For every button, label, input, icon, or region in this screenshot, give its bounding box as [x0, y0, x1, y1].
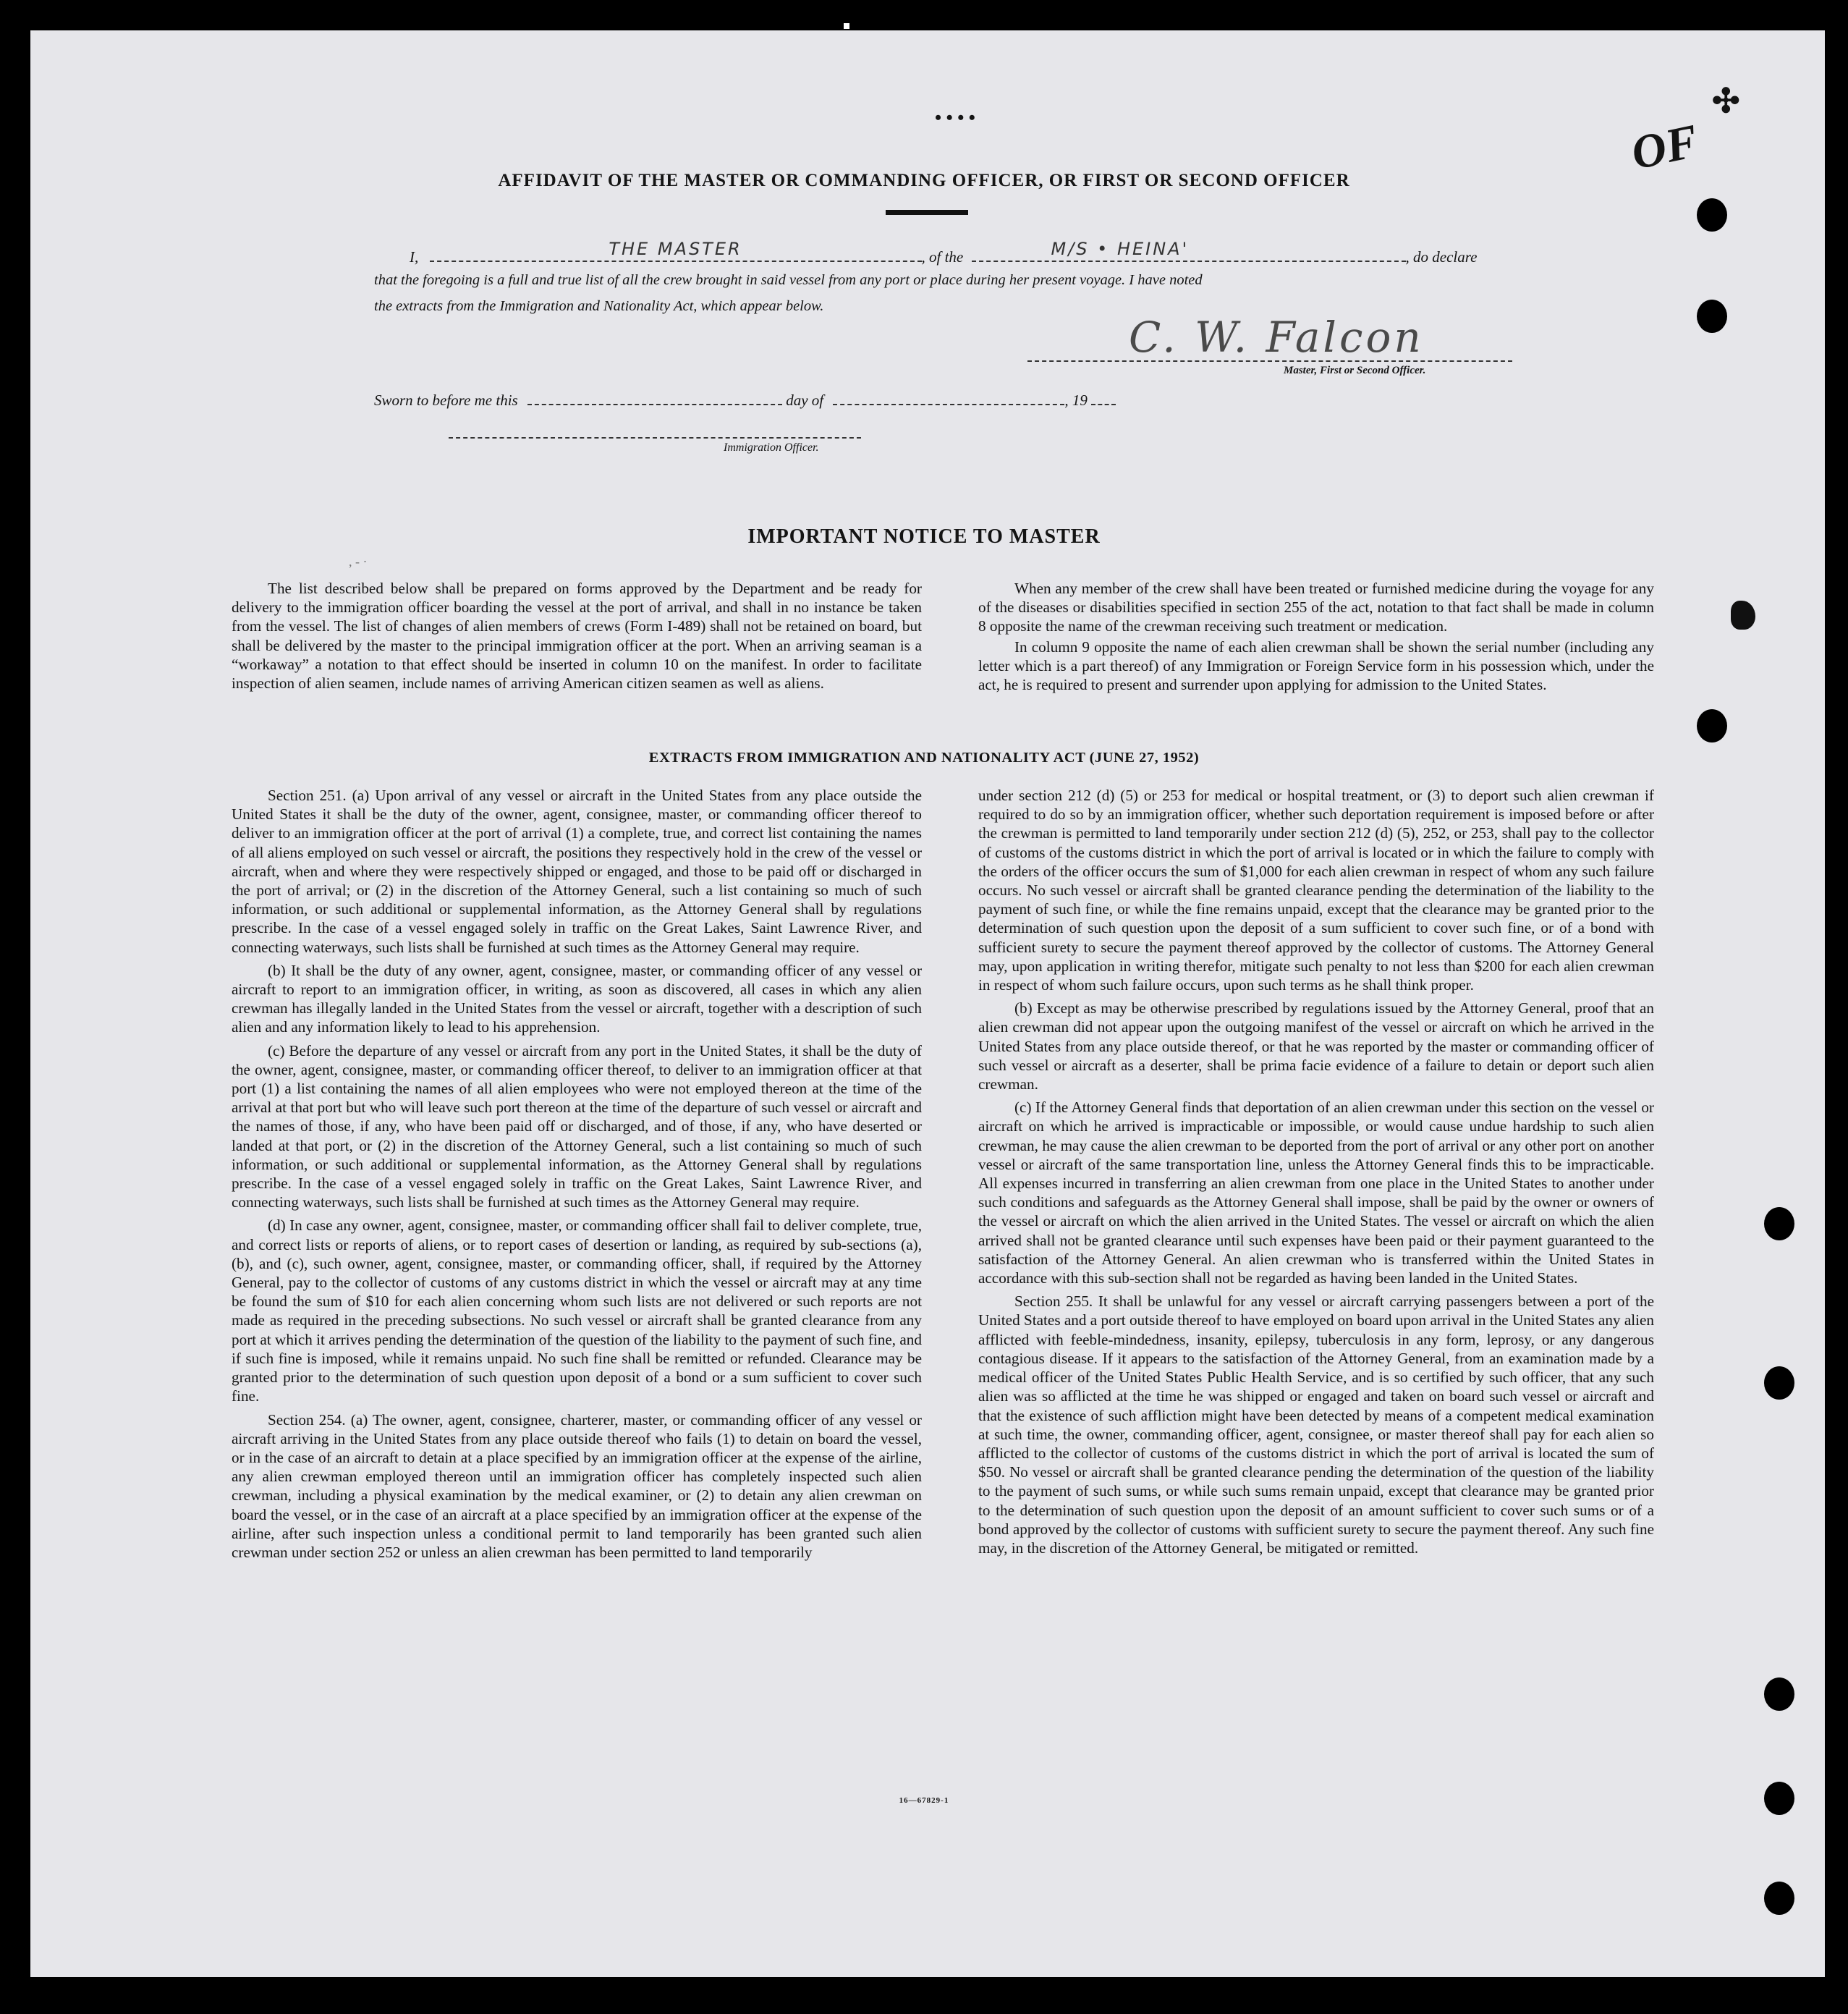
margin-blot [1731, 601, 1755, 630]
sworn-year-field[interactable] [1091, 386, 1116, 405]
binder-hole [1764, 1366, 1794, 1400]
corner-mark: OF [1627, 114, 1703, 180]
notice-right-paragraph-1: When any member of the crew shall have been treated or furnished medicine during the voyage for any of the diseases or disabilities specified in section 255 of the act, notation to that fact shall be made in column 8 opposite the name of the crewman receiving such treatment or medication. [978, 580, 1654, 635]
corner-scribble: ✣ [1712, 82, 1740, 119]
section-255: Section 255. It shall be unlawful for any vessel or aircraft carrying passengers between a port of the United States and a port outside thereof to have employed on board upon arrival in the United States any alien afflicted with feeble-mindedness, insanity, epilepsy, tuberculosis in any form, leprosy, or any dangerous contagious disease. If it appears to the satisfaction of the Attorney General, from an examination made by a medical officer of the United States Public Health Service, and is so certified by such officer, that any such alien was so afflicted at the time he was shipped or engaged and taken on board such vessel or aircraft and that the existence of such affliction might have been detected by means of a competent medical examination at such time, the owner, commanding officer, agent, consignee, or master thereof shall pay for each alien so afflicted to the collector of customs of the customs district in which the port of arrival is located the sum of $50. No vessel or aircraft shall be granted clearance pending the determination of the question of the liability to the payment of such sums, or while such sums remain unpaid, except that clearance may be granted prior to the determination of such question upon the deposit of an amount sufficient to cover such sums or of a bond approved by the collector of customs with sufficient surety to secure the payment thereof. Any such fine may, in the discretion of the Attorney General, be mitigated or remitted. [978, 1292, 1654, 1557]
sworn-month-field[interactable] [833, 386, 1064, 405]
master-field[interactable] [430, 239, 922, 262]
notice-right-paragraph-2: In column 9 opposite the name of each alien crewman shall be shown the serial number (including any letter which is a part thereof) of any Immigration or Foreign Service form in his possession which, under the act, he is required to present and surrender upon applying for admission to the United States. [978, 638, 1654, 694]
of-the-label: , of the [921, 248, 964, 266]
section-251-d: (d) In case any owner, agent, consignee, master, or commanding officer shall fail to deliver complete, true, and correct lists or reports of aliens, or to report cases of desertion or landing, as required by sub-sections (a), (b), and (c), such owner, agent, consignee, master, or commanding officer, shall, if required by the Attorney General, pay to the collector of customs of any customs district in which the vessel or aircraft may at any time be found the sum of $10 for each alien concerning whom such lists are not delivered or such reports are not made as required in the preceding subsections. No such vessel or aircraft shall be granted clearance from any port at which it arrives pending the determination of the question of the liability to the payment of such fine, and if such fine is imposed, while it remains unpaid. No such fine shall be remitted or refunded. Clearance may be granted prior to the determination of such question upon deposit of a bond or a sum sufficient to cover such fine. [232, 1217, 922, 1405]
statement-line-1: that the foregoing is a full and true list of all the crew brought in said vessel from any port or place during her present voyage. I have noted [374, 272, 1203, 288]
signature-caption: Master, First or Second Officer. [1284, 365, 1426, 376]
day-of-label: day of [786, 392, 824, 409]
extracts-right-column [978, 786, 1654, 1562]
sworn-day-field[interactable] [527, 386, 782, 405]
small-mark [844, 23, 849, 29]
binder-hole [1697, 300, 1727, 333]
pencil-marks: , - · [349, 554, 368, 569]
extracts-title: EXTRACTS FROM IMMIGRATION AND NATIONALITY ACT (JUNE 27, 1952) [648, 750, 1200, 766]
notice-title: IMPORTANT NOTICE TO MASTER [747, 525, 1101, 548]
vessel-field[interactable] [972, 239, 1406, 262]
form-number: 16—67829-1 [899, 1796, 949, 1805]
section-251-a: Section 251. (a) Upon arrival of any vessel or aircraft in the United States from any place outside the United States it shall be the duty of the owner, agent, consignee, master, or commanding officer thereof to deliver to an immigration officer at the port of arrival (1) a complete, true, and correct list containing the names of all aliens employed on such vessel or aircraft, the positions they respectively hold in the crew of the vessel or aircraft, when and where they were respectively shipped or engaged, and those to be paid off or discharged in the port of arrival; or (2) in the discretion of the Attorney General, such a list containing so much of such information, or such additional or supplemental information, as the Attorney General shall by regulations prescribe. In the case of a vessel engaged solely in traffic on the Great Lakes, Saint Lawrence River, and connecting waterways, such lists shall be furnished at such times as the Attorney General may require. [232, 787, 922, 956]
vessel-value: M/S • HEINA' [1051, 239, 1190, 259]
binder-hole [1764, 1677, 1794, 1711]
sworn-line [374, 386, 1116, 410]
affidavit-title: AFFIDAVIT OF THE MASTER OR COMMANDING OFFICER, OR FIRST OR SECOND OFFICER [498, 171, 1350, 190]
officer-caption: Immigration Officer. [724, 441, 819, 454]
notice-left-paragraph: The list described below shall be prepared on forms approved by the Department and be ready for delivery to the immigration officer boarding the vessel at the port of arrival, and shall in no instance be taken from the vessel. The list of changes of alien members of crews (Form I-489) shall not be retained on board, but shall be delivered by the master to the principal immigration officer at the port. When an arriving seaman is a “workaway” a notation to that effect should be inserted in column 10 on the manifest. In order to facilitate inspection of alien seamen, include names of arriving American citizen seamen as well as aliens. [232, 580, 922, 693]
extracts-left-column [232, 786, 922, 1566]
section-254-b: (b) Except as may be otherwise prescribed by regulations issued by the Attorney General, proof that an alien crewman did not appear upon the outgoing manifest of the vessel or aircraft on which he arrived in the United States from any place outside thereof, or that he was reported by the master or commanding officer of such vessel or aircraft as a deserter, shall be prima facie evidence of a failure to detain or deport such alien crewman. [978, 999, 1654, 1093]
section-254-a-continued: under section 212 (d) (5) or 253 for medical or hospital treatment, or (3) to deport such alien crewman if required to do so by an immigration officer, whether such deportation requirement is imposed before or after the crewman is permitted to land temporarily under section 212 (d) (5), 252, or 253, shall pay to the collector of customs of the customs district in which the port of arrival is located or in which the failure to comply with the orders of the officer occurs the sum of $1,000 for each alien crewman in respect of whom any such failure occurs. No such vessel or aircraft shall be granted clearance pending the determination of the liability to the payment of such fine, or while the fine remains unpaid, except that the clearance may be granted prior to the determination of such question upon the deposit of a sum sufficient to cover such fine, or of a bond with sufficient surety to secure the payment thereof approved by the collector of customs. The Attorney General may, upon application in writing therefor, mitigate such penalty to not less than $200 for each alien crewman in respect of whom such failure occurs, upon such terms as he shall think proper. [978, 787, 1654, 994]
sworn-label: Sworn to before me this [374, 392, 518, 409]
specks: • • • • [935, 107, 975, 128]
title-rule [886, 210, 968, 215]
section-251-b: (b) It shall be the duty of any owner, agent, consignee, master, or commanding officer of any vessel or aircraft to report to an immigration officer, in writing, as soon as discovered, all cases in which any alien crewman has illegally landed in the United States from the vessel or aircraft, together with a description of such alien and any information likely to lead to his apprehension. [232, 961, 922, 1036]
do-declare-label: , do declare [1405, 248, 1478, 266]
notice-left-column [232, 579, 922, 697]
binder-hole [1764, 1882, 1794, 1915]
officer-line[interactable] [449, 437, 861, 439]
notice-right-column [978, 579, 1654, 698]
binder-hole [1764, 1207, 1794, 1240]
binder-hole [1697, 198, 1727, 232]
year-label: , 19 [1064, 392, 1088, 409]
binder-hole [1697, 709, 1727, 742]
i-label: I, [410, 248, 419, 266]
section-251-c: (c) Before the departure of any vessel or aircraft from any port in the United States, it shall be the duty of the owner, agent, consignee, master, or commanding officer thereof, to deliver to an immigration officer at that port (1) a list containing the names of all alien employees who were not employed thereon at the time of the arrival at that port but who will leave such port thereon at the time of the departure of such vessel or aircraft and the names of those, if any, who have been paid off or discharged, and of those, if any, who have deserted or landed at that port, or (2) in the discretion of the Attorney General, such a list containing so much of such information, or such additional or supplemental information, as the Attorney General shall by regulations prescribe. In the case of a vessel engaged solely in traffic on the Great Lakes, Saint Lawrence River, and connecting waterways, such lists shall be furnished at such times as the Attorney General may require. [232, 1041, 922, 1211]
declaration-line [410, 239, 1478, 266]
section-254-a: Section 254. (a) The owner, agent, consignee, charterer, master, or commanding officer of any vessel or aircraft arriving in the United States from any place outside thereof who fails (1) to detain on board the vessel, or in the case of an aircraft to detain at a place specified by an immigration officer at the expense of the airline, any alien crewman employed thereon until an immigration officer has completely inspected such alien crewman, including a physical examination by the medical examiner, or (2) to detain any alien crewman on board the vessel, or in the case of an aircraft at a place specified by an immigration officer at the expense of the airline, after such inspection unless a conditional permit to land temporarily has been granted such alien crewman under section 252 or unless an alien crewman has been permitted to land temporarily [232, 1410, 922, 1561]
master-value: THE MASTER [609, 239, 742, 259]
section-254-c: (c) If the Attorney General finds that deportation of an alien crewman under this section on the vessel or aircraft on which he arrived is impracticable or impossible, or would cause undue hardship to such alien crewman, he may cause the alien crewman to be deported from the port of arrival or any other port on another vessel or aircraft of the same transportation line, unless the Attorney General finds this to be impracticable. All expenses incurred in transferring an alien crewman from one place in the United States to another under such conditions and safeguards as the Attorney General shall impose, shall be paid by the owner or owners of the vessel or aircraft on which the alien arrived in the United States. The vessel or aircraft on which the alien arrived shall not be granted clearance until such expenses have been paid or their payment guaranteed to the satisfaction of the Attorney General. An alien crewman who is transferred within the United States in accordance with this sub-section shall not be regarded as having been landed in the United States. [978, 1099, 1654, 1287]
signature: C. W. Falcon [1129, 313, 1424, 362]
signature-line [1027, 360, 1512, 362]
statement-line-2: the extracts from the Immigration and Nationality Act, which appear below. [374, 298, 824, 314]
